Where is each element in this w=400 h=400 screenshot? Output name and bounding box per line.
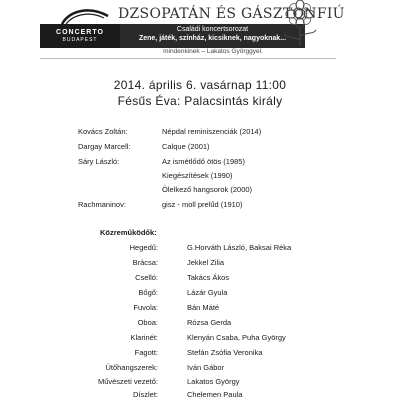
performer-name: Chelemen Paula — [187, 390, 243, 399]
series-title: DZSOPATÁN ÉS GÁSZTONFIÚ — [118, 6, 345, 22]
header-divider — [40, 58, 336, 59]
performer-role: Klarinét: — [130, 333, 158, 342]
performer-name: Lakatos György — [187, 377, 240, 386]
program-composer: Sáry László: — [78, 157, 120, 166]
band-line2: Zene, játék, színház, kicsiknek, nagyoknak... — [138, 35, 287, 42]
performer-role: Cselló: — [135, 273, 158, 282]
performer-role: Brácsa: — [132, 258, 158, 267]
performer-name: Stefán Zsófia Veronika — [187, 348, 263, 357]
program-work: Ölelkező hangsorok (2000) — [162, 185, 253, 194]
program-work: gisz - moll prelűd (1910) — [162, 200, 243, 209]
program-composer: Dargay Marcell: — [78, 142, 131, 151]
tagline: mindenkinek – Lakatos Györggyel. — [163, 48, 263, 55]
program-work: Az ismétlődő ötös (1985) — [162, 157, 245, 166]
program-work: Calque (2001) — [162, 142, 210, 151]
performers-heading: Közreműködők: — [100, 228, 157, 237]
logo-swoosh-icon — [60, 6, 110, 26]
performer-role: Ütőhangszerek: — [105, 363, 158, 372]
concerto-budapest-logo — [40, 24, 120, 48]
band-line1: Családi koncertsorozat — [176, 26, 249, 33]
performer-name: Klenyán Csaba, Puha György — [187, 333, 286, 342]
program-work: Népdal reminiszenciák (2014) — [162, 127, 262, 136]
performer-role: Bőgő: — [138, 288, 158, 297]
performer-name: Bán Máté — [187, 303, 220, 312]
logo-line2: BUDAPEST — [62, 36, 98, 43]
event-date: 2014. április 6. vasárnap 11:00 — [113, 78, 287, 92]
program-composer: Kovács Zoltán: — [78, 127, 128, 136]
performer-name: Rózsa Gerda — [187, 318, 232, 327]
performer-name: Lázár Gyula — [187, 288, 228, 297]
performer-role: Oboa: — [137, 318, 158, 327]
performer-name: Jekkel Zilia — [187, 258, 225, 267]
performer-role: Fuvola: — [133, 303, 158, 312]
performer-role: Hegedű: — [129, 243, 158, 252]
performer-name: Takács Ákos — [187, 273, 230, 282]
program-composer: Rachmaninov: — [78, 200, 126, 209]
event-show-title: Fésűs Éva: Palacsintás király — [117, 94, 283, 108]
performer-role: Művészeti vezető: — [97, 377, 158, 386]
flower-icon — [270, 0, 330, 46]
performer-role: Díszlet: — [132, 390, 158, 399]
performer-role: Fagott: — [134, 348, 158, 357]
logo-line1: CONCERTO — [56, 28, 104, 36]
program-work: Kiegészítések (1990) — [162, 171, 233, 180]
performer-name: Iván Gábor — [187, 363, 225, 372]
performer-name: G.Horváth László, Baksai Réka — [187, 243, 292, 252]
